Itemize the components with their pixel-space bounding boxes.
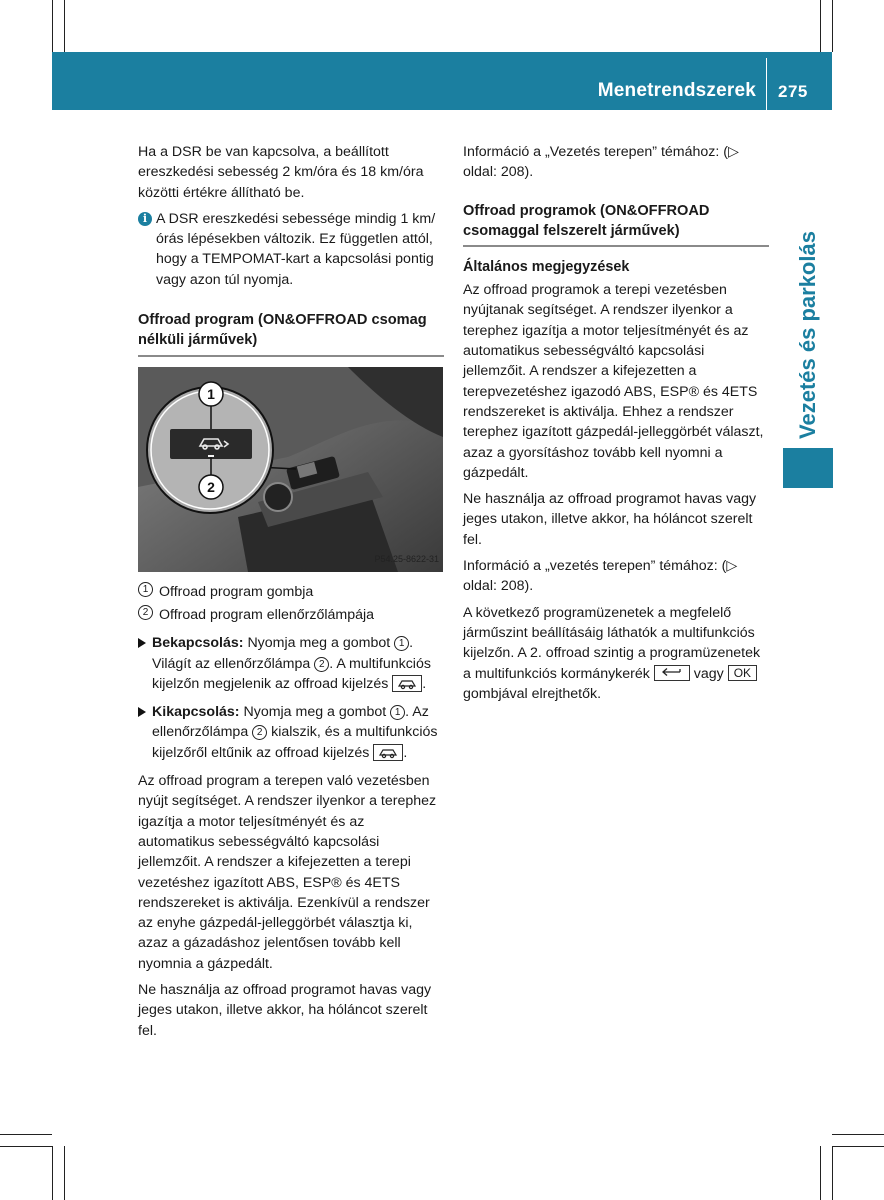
crop-mark bbox=[832, 1146, 884, 1147]
legend-text: Offroad program gombja bbox=[159, 583, 314, 600]
offroad-description-paragraph: Az offroad program a terepen való vezetésben nyújt segítséget. A rendszer ilyenkor a terephez igazítja a motor teljesítményét és az automatikus sebességváltó kapcsolási jellemzőit. A rendszer a kifejezetten a terepi vezetéshez igazított ABS, ESP® és 4ETS rendszereket is aktiválja. Ezenkívül a rendszer az enyhe gázpedál-jelleggörbét választja ki, azaz a gázadáshoz jelentősen tovább kell nyomnia a gázpedált. bbox=[138, 773, 437, 972]
bullet-triangle-icon bbox=[138, 638, 146, 648]
callout-2: 2 bbox=[207, 478, 215, 495]
offroad-programs-paragraph: Az offroad programok a terepi vezetésben nyújtanak segítséget. A rendszer ilyenkor a terephez igazítja a motor teljesítményét és az automatikus sebességváltó kapcsolási jellemzőit. A rendszer a kifejezetten a terepvezetéshez igazodó ABS, ESP® és 4ETS rendszereket is aktiválja. Ehhez a rendszer terephez igazított gázpedál-jelleggörbét választ, azaz a gyorsításhoz tovább kell nyomni a gázpedált. bbox=[463, 282, 764, 481]
step-text: . bbox=[403, 744, 408, 761]
info-reference: Információ a „vezetés terepen” témához: (▷ oldal: 208). bbox=[463, 558, 738, 595]
ref-number: 1 bbox=[394, 636, 409, 651]
step-text: . Az ellenőrzőlámpa bbox=[152, 704, 429, 741]
legend-number: 1 bbox=[138, 582, 153, 597]
page-number: 275 bbox=[778, 82, 808, 101]
dsr-speed-paragraph: Ha a DSR be van kapcsolva, a beállított ereszkedési sebesség 2 km/óra és 18 km/óra közötti értékre állítható be. bbox=[138, 144, 424, 201]
program-messages-paragraph bbox=[463, 603, 769, 704]
ref-number: 1 bbox=[390, 705, 405, 720]
info-note-text: A DSR ereszkedési sebessége mindig 1 km/órás lépésekben változik. Ez független attól, hogy a TEMPOMAT-kart a kapcsolási pontig vagy azon túl nyomja. bbox=[156, 210, 436, 288]
paragraph-text: gombjával elrejthetők. bbox=[463, 685, 602, 702]
back-button-icon bbox=[654, 665, 690, 681]
step-label: Kikapcsolás: bbox=[152, 704, 240, 721]
paragraph-text: vagy bbox=[693, 665, 724, 682]
legend-item bbox=[138, 605, 444, 625]
paragraph-text: A következő programüzenetek a megfelelő járműszint beállításáig láthatók a multifunkciós kijelzőn. A 2. offroad szintig a programüzenetek a multifunkciós kormánykerék bbox=[463, 604, 761, 682]
section-heading: Offroad program (ON&OFFROAD csomag nélküli járművek) bbox=[138, 310, 444, 357]
crop-mark bbox=[832, 1146, 833, 1200]
info-reference: Információ a „Vezetés terepen” témához: (▷ oldal: 208). bbox=[463, 144, 739, 181]
subheading: Általános megjegyzések bbox=[463, 259, 630, 276]
figure-caption: P54.25-8622-31 bbox=[374, 554, 439, 565]
info-icon: i bbox=[138, 212, 152, 226]
page-header bbox=[52, 52, 832, 110]
crop-mark bbox=[52, 0, 53, 52]
left-column bbox=[138, 142, 444, 1047]
chapter-tab-marker bbox=[783, 448, 833, 488]
crop-mark bbox=[832, 0, 833, 52]
legend-text: Offroad program ellenőrzőlámpája bbox=[159, 606, 375, 623]
crop-mark bbox=[52, 1146, 53, 1200]
step-text: . bbox=[422, 675, 427, 692]
crop-mark bbox=[0, 1134, 52, 1135]
ref-number: 2 bbox=[314, 657, 329, 672]
step-text: kialszik, és a multifunkciós kijelzőről eltűnik az offroad kijelzés bbox=[152, 724, 438, 761]
chapter-tab-label: Vezetés és parkolás bbox=[795, 231, 820, 439]
step-text: Nyomja meg a gombot bbox=[243, 704, 387, 721]
step-switch-on bbox=[138, 633, 444, 694]
callout-1: 1 bbox=[207, 385, 215, 402]
warning-paragraph: Ne használja az offroad programot havas vagy jeges utakon, illetve akkor, ha hóláncot szerelt fel. bbox=[463, 491, 757, 548]
step-text: Nyomja meg a gombot bbox=[247, 635, 391, 652]
right-column bbox=[463, 142, 769, 710]
section-heading: Offroad programok (ON&OFFROAD csomaggal felszerelt járművek) bbox=[463, 201, 769, 248]
crop-mark bbox=[64, 0, 65, 52]
step-switch-off bbox=[138, 702, 444, 763]
offroad-display-icon bbox=[373, 744, 403, 761]
ok-key: OK bbox=[728, 665, 757, 681]
bullet-triangle-icon bbox=[138, 707, 146, 717]
offroad-display-icon bbox=[392, 675, 422, 692]
step-text: . A multifunkciós kijelzőn megjelenik az offroad kijelzés bbox=[152, 655, 431, 692]
crop-mark bbox=[64, 1146, 65, 1200]
legend-number: 2 bbox=[138, 605, 153, 620]
step-text: . Világít az ellenőrzőlámpa bbox=[152, 635, 414, 672]
step-label: Bekapcsolás: bbox=[152, 635, 244, 652]
section-title: Menetrendszerek bbox=[597, 80, 756, 101]
ref-number: 2 bbox=[252, 725, 267, 740]
info-note bbox=[138, 209, 444, 290]
legend-item bbox=[138, 582, 444, 602]
crop-mark bbox=[820, 0, 821, 52]
offroad-button-figure bbox=[138, 367, 443, 572]
crop-mark bbox=[832, 1134, 884, 1135]
warning-paragraph: Ne használja az offroad programot havas vagy jeges utakon, illetve akkor, ha hóláncot szerelt fel. bbox=[138, 982, 432, 1039]
crop-mark bbox=[820, 1146, 821, 1200]
crop-mark bbox=[0, 1146, 52, 1147]
console-illustration bbox=[138, 367, 443, 572]
header-divider bbox=[766, 58, 767, 110]
